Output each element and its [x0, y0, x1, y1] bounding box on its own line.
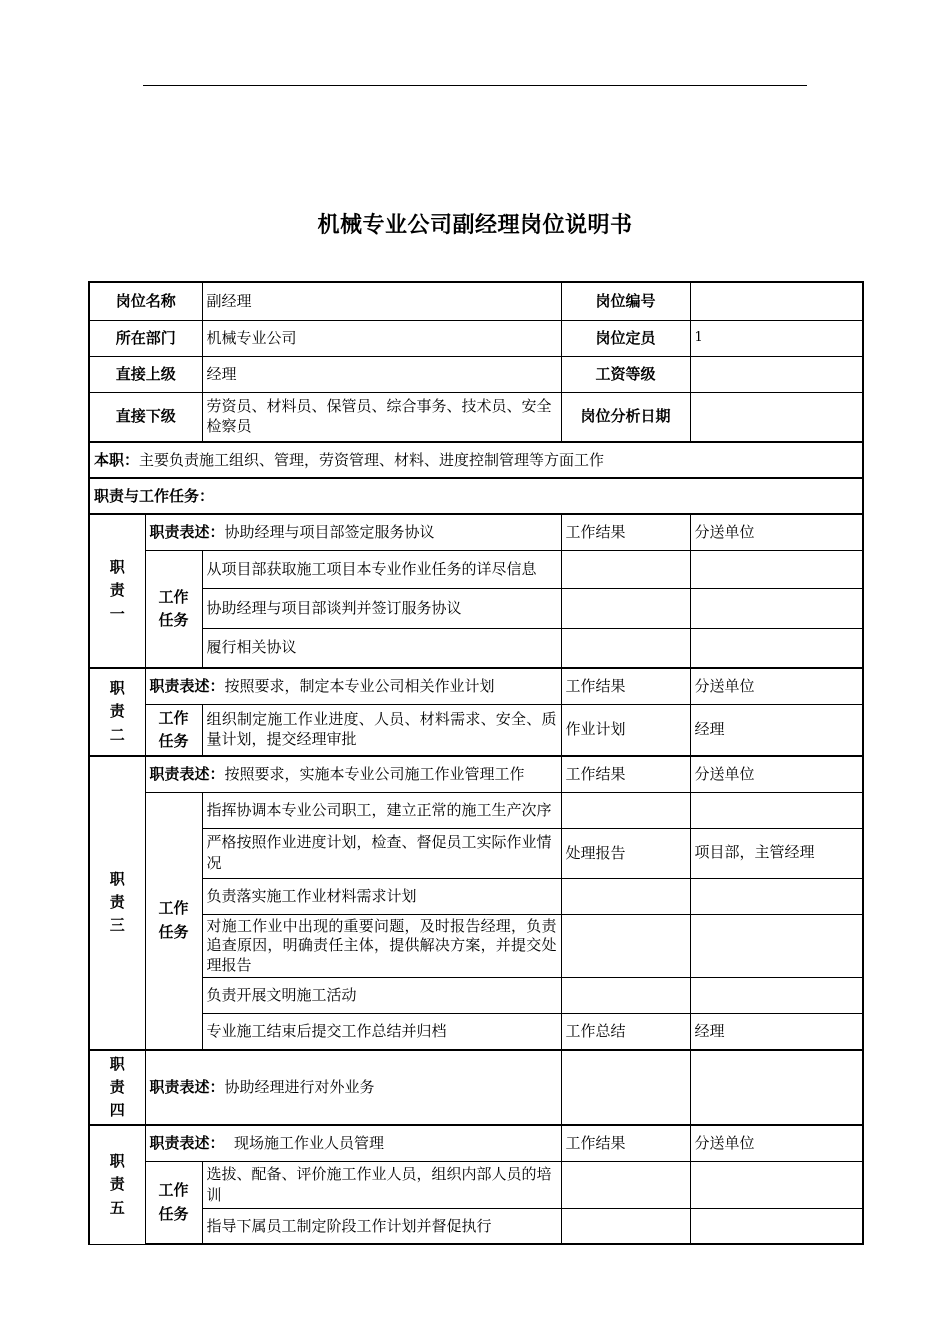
task-result: [561, 792, 690, 828]
task-label: 工作 任务: [145, 1161, 202, 1244]
duty-desc-cell: [145, 514, 561, 550]
info-label: 直接上级: [89, 356, 202, 392]
task-text: 履行相关协议: [202, 628, 561, 668]
task-text: 严格按照作业进度计划，检查、督促员工实际作业情况: [202, 828, 561, 878]
task-dest: [690, 978, 863, 1014]
task-result: [561, 878, 690, 914]
duty-name: 职 责 二: [89, 668, 145, 756]
task-row: [89, 878, 863, 914]
task-text: 负责落实施工作业材料需求计划: [202, 878, 561, 914]
duty-row: [89, 1125, 863, 1161]
info-row: [89, 392, 863, 442]
info-value: 劳资员、材料员、保管员、综合事务、技术员、安全检察员: [202, 392, 561, 442]
task-row: [89, 704, 863, 756]
task-text: 组织制定施工作业进度、人员、材料需求、安全、质量计划，提交经理审批: [202, 704, 561, 756]
info-value: 机械专业公司: [202, 320, 561, 356]
duty-desc: 协助经理进行对外业务: [224, 1077, 375, 1096]
duty-name: 职 责 三: [89, 756, 145, 1050]
task-result: 作业计划: [561, 704, 690, 756]
task-text: 负责开展文明施工活动: [202, 978, 561, 1014]
duty-desc-cell: [145, 756, 561, 792]
result-header: 工作结果: [561, 1125, 690, 1161]
task-text: 选拔、配备、评价施工作业人员，组织内部人员的培训: [202, 1161, 561, 1208]
task-dest: [690, 588, 863, 628]
info-value: [690, 392, 863, 442]
duty-desc-label: 职责表述：: [149, 522, 225, 541]
task-label: 工作 任务: [145, 550, 202, 668]
duty-desc: 现场施工作业人员管理: [224, 1134, 385, 1152]
info-label: 工资等级: [561, 356, 690, 392]
task-dest: 项目部，主管经理: [690, 828, 863, 878]
info-label: 岗位定员: [561, 320, 690, 356]
info-label: 直接下级: [89, 392, 202, 442]
duty-desc-cell: [145, 668, 561, 704]
duty-name: 职 责 五: [89, 1125, 145, 1244]
duty-desc: 按照要求，实施本专业公司施工作业管理工作: [224, 764, 525, 783]
duty-name: 职 责 一: [89, 514, 145, 668]
dest-header: 分送单位: [690, 756, 863, 792]
duty-desc-label: 职责表述：: [149, 1077, 225, 1096]
task-text: 指挥协调本专业公司职工，建立正常的施工生产次序: [202, 792, 561, 828]
dest-header: 分送单位: [690, 668, 863, 704]
info-label: 所在部门: [89, 320, 202, 356]
dest-header: 分送单位: [690, 1125, 863, 1161]
duties-header: 职责与工作任务：: [89, 478, 863, 514]
task-text: 专业施工结束后提交工作总结并归档: [202, 1014, 561, 1050]
task-dest: [690, 914, 863, 978]
document-title: 机械专业公司副经理岗位说明书: [317, 213, 633, 238]
info-value: [690, 282, 863, 320]
result-header: 工作结果: [561, 668, 690, 704]
duty-desc: 协助经理与项目部签定服务协议: [224, 522, 435, 541]
result-header: 工作结果: [561, 756, 690, 792]
task-row: [89, 588, 863, 628]
info-row: [89, 282, 863, 320]
task-row: [89, 1161, 863, 1208]
task-result: [561, 1208, 690, 1244]
task-result: [561, 588, 690, 628]
duty-desc-cell: [145, 1125, 561, 1161]
header-rule: [143, 85, 807, 86]
info-label: 岗位名称: [89, 282, 202, 320]
benzhi-text: 主要负责施工组织、管理，劳资管理、材料、进度控制管理等方面工作: [139, 450, 605, 469]
duty-row: [89, 668, 863, 704]
task-text: 指导下属员工制定阶段工作计划并督促执行: [202, 1208, 561, 1244]
task-text: 对施工作业中出现的重要问题，及时报告经理，负责追查原因，明确责任主体，提供解决方案，并提交处理报告: [202, 914, 561, 978]
task-text: 从项目部获取施工项目本专业作业任务的详尽信息: [202, 550, 561, 588]
result-cell: [561, 1050, 690, 1126]
duty-desc: 按照要求，制定本专业公司相关作业计划: [224, 676, 495, 695]
task-dest: [690, 1208, 863, 1244]
duty-desc-label: 职责表述：: [149, 676, 225, 695]
task-row: [89, 550, 863, 588]
duties-header-row: [89, 478, 863, 514]
task-result: [561, 628, 690, 668]
task-row: [89, 828, 863, 878]
task-row: [89, 628, 863, 668]
info-value: 副经理: [202, 282, 561, 320]
task-text: 协助经理与项目部谈判并签订服务协议: [202, 588, 561, 628]
job-description-table: [88, 281, 864, 1245]
task-dest: [690, 1161, 863, 1208]
task-result: [561, 550, 690, 588]
task-label: 工作 任务: [145, 704, 202, 756]
task-row: [89, 914, 863, 978]
task-row: [89, 978, 863, 1014]
info-row: [89, 356, 863, 392]
dest-cell: [690, 1050, 863, 1126]
duty-desc-label: 职责表述：: [149, 764, 225, 783]
benzhi-cell: [89, 442, 863, 478]
task-result: [561, 978, 690, 1014]
duty-row: [89, 1050, 863, 1126]
task-dest: [690, 550, 863, 588]
task-result: [561, 1161, 690, 1208]
task-dest: [690, 792, 863, 828]
duty-desc-cell: [145, 1050, 561, 1126]
task-result: 工作总结: [561, 1014, 690, 1050]
dest-header: 分送单位: [690, 514, 863, 550]
info-value: 1: [690, 320, 863, 356]
duty-row: [89, 514, 863, 550]
task-dest: 经理: [690, 704, 863, 756]
info-label: 岗位编号: [561, 282, 690, 320]
task-dest: [690, 628, 863, 668]
info-value: [690, 356, 863, 392]
task-result: [561, 914, 690, 978]
duty-desc-label: 职责表述：: [149, 1134, 225, 1152]
info-label: 岗位分析日期: [561, 392, 690, 442]
info-value: 经理: [202, 356, 561, 392]
result-header: 工作结果: [561, 514, 690, 550]
task-row: [89, 1014, 863, 1050]
task-row: [89, 792, 863, 828]
task-result: 处理报告: [561, 828, 690, 878]
task-dest: 经理: [690, 1014, 863, 1050]
benzhi-label: 本职：: [94, 450, 140, 469]
task-dest: [690, 878, 863, 914]
duty-name: 职 责 四: [89, 1050, 145, 1126]
duty-row: [89, 756, 863, 792]
task-label: 工作 任务: [145, 792, 202, 1050]
benzhi-row: [89, 442, 863, 478]
task-row: [89, 1208, 863, 1244]
info-row: [89, 320, 863, 356]
